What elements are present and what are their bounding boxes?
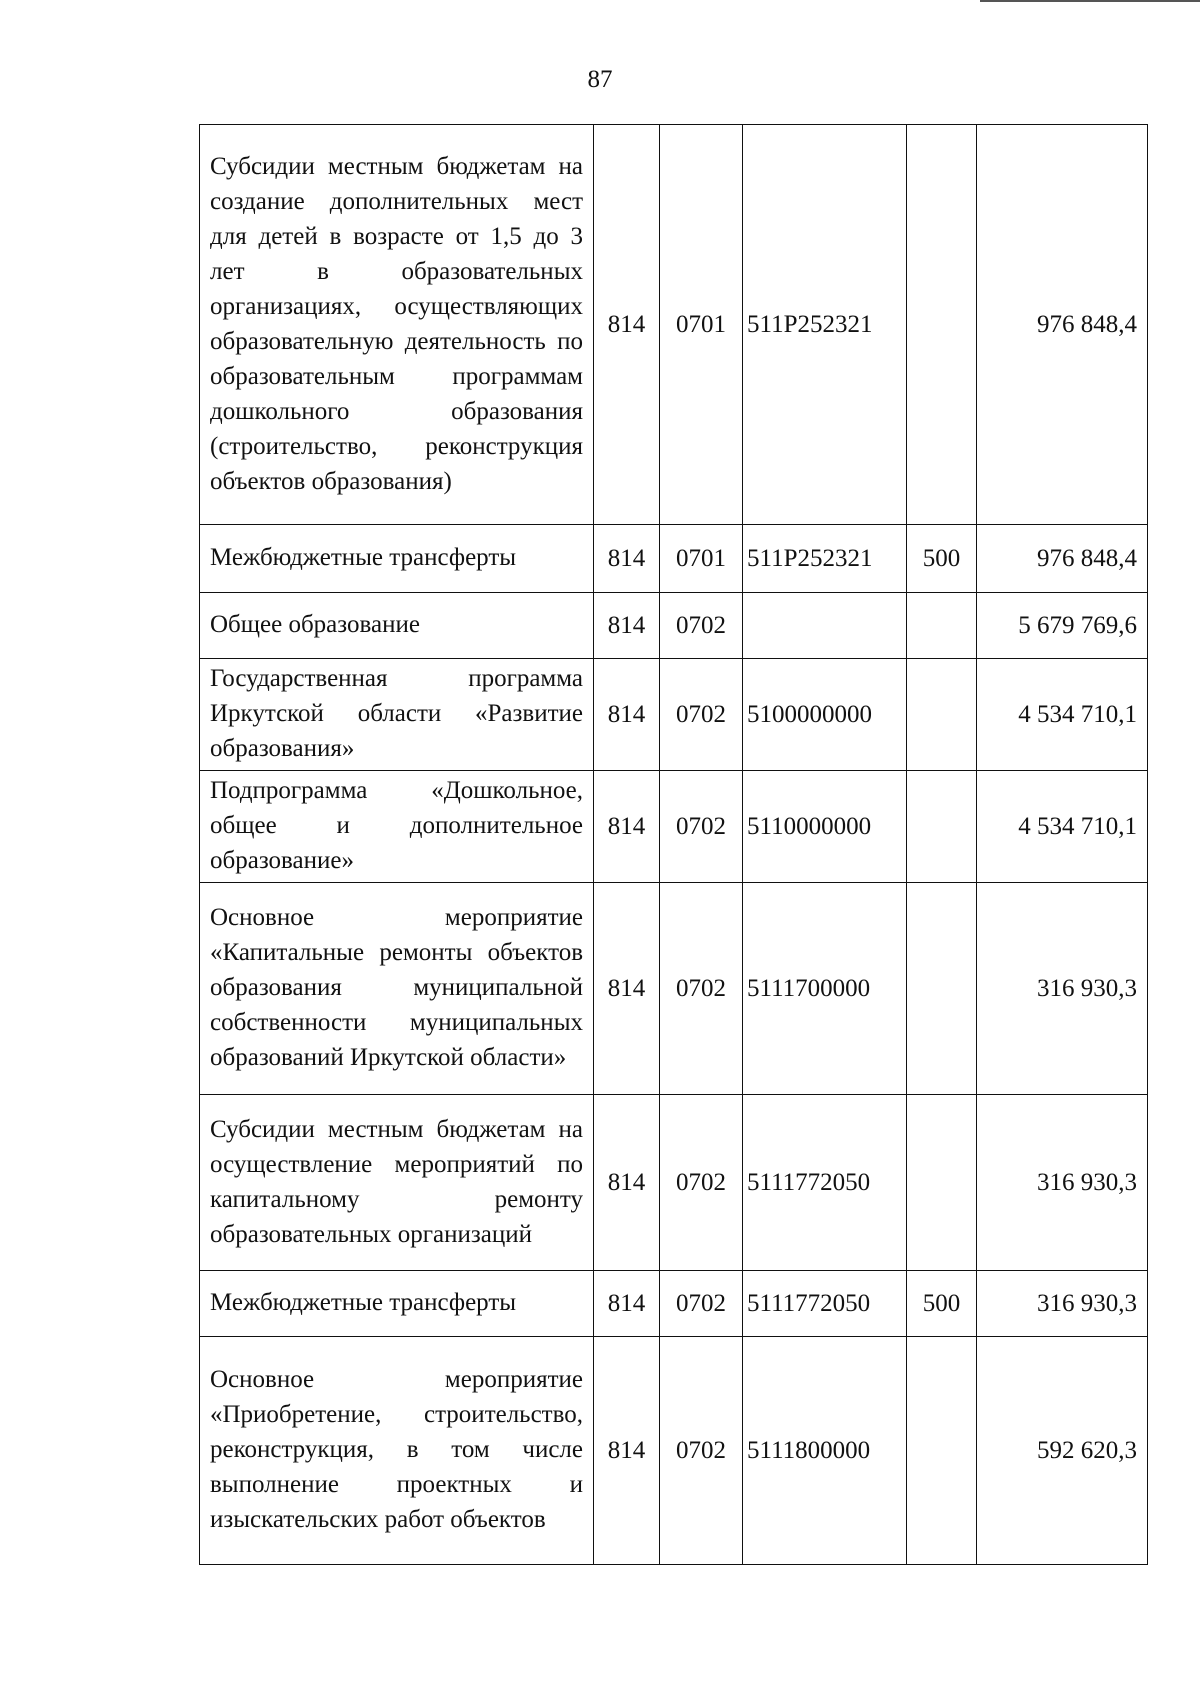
row-grbs: 814 (594, 659, 660, 771)
top-edge-line (980, 0, 1200, 2)
row-vr (907, 1095, 977, 1271)
row-vr (907, 771, 977, 883)
table-row (200, 125, 1148, 525)
row-section: 0702 (660, 659, 743, 771)
row-csr: 5111700000 (743, 883, 907, 1095)
row-name: Межбюджетные трансферты (200, 1271, 594, 1337)
row-csr: 5100000000 (743, 659, 907, 771)
row-grbs: 814 (594, 1337, 660, 1565)
row-sum: 5 679 769,6 (977, 593, 1148, 659)
row-name: Государственная программа Иркутской области «Развитие образования» (200, 659, 594, 771)
row-vr (907, 883, 977, 1095)
row-sum: 4 534 710,1 (977, 659, 1148, 771)
table-row (200, 883, 1148, 1095)
row-vr: 500 (907, 525, 977, 593)
row-section: 0702 (660, 1095, 743, 1271)
row-section: 0702 (660, 771, 743, 883)
row-csr: 511P252321 (743, 525, 907, 593)
row-sum: 976 848,4 (977, 525, 1148, 593)
row-name: Межбюджетные трансферты (200, 525, 594, 593)
row-grbs: 814 (594, 593, 660, 659)
row-sum: 316 930,3 (977, 1271, 1148, 1337)
row-name: Субсидии местным бюджетам на осуществление мероприятий по капитальному ремонту образовательных организаций (200, 1095, 594, 1271)
row-name: Подпрограмма «Дошкольное, общее и дополнительное образование» (200, 771, 594, 883)
row-csr: 5111772050 (743, 1095, 907, 1271)
row-csr: 5110000000 (743, 771, 907, 883)
row-section: 0702 (660, 1337, 743, 1565)
row-name: Общее образование (200, 593, 594, 659)
row-section: 0702 (660, 1271, 743, 1337)
row-csr (743, 593, 907, 659)
row-grbs: 814 (594, 1095, 660, 1271)
page-number: 87 (587, 66, 613, 93)
row-csr: 5111772050 (743, 1271, 907, 1337)
row-csr: 511P252321 (743, 125, 907, 525)
row-grbs: 814 (594, 125, 660, 525)
row-vr: 500 (907, 1271, 977, 1337)
row-vr (907, 1337, 977, 1565)
row-vr (907, 593, 977, 659)
budget-table (199, 124, 1148, 1565)
table-row (200, 1337, 1148, 1565)
table-row (200, 1095, 1148, 1271)
row-sum: 976 848,4 (977, 125, 1148, 525)
row-name: Субсидии местным бюджетам на создание дополнительных мест для детей в возрасте от 1,5 до 3 лет в образовательных организациях, осуществляющих образовательную деятельность по образовательным программам дошкольного образования (строительство, реконструкция объектов образования) (200, 125, 594, 525)
row-sum: 316 930,3 (977, 883, 1148, 1095)
row-grbs: 814 (594, 525, 660, 593)
table-row (200, 771, 1148, 883)
row-section: 0702 (660, 883, 743, 1095)
row-name: Основное мероприятие «Приобретение, строительство, реконструкция, в том числе выполнение проектных и изыскательских работ объектов (200, 1337, 594, 1565)
row-sum: 4 534 710,1 (977, 771, 1148, 883)
row-sum: 316 930,3 (977, 1095, 1148, 1271)
row-grbs: 814 (594, 883, 660, 1095)
row-grbs: 814 (594, 771, 660, 883)
row-grbs: 814 (594, 1271, 660, 1337)
row-section: 0701 (660, 525, 743, 593)
row-name: Основное мероприятие «Капитальные ремонты объектов образования муниципальной собственности муниципальных образований Иркутской области» (200, 883, 594, 1095)
table-row (200, 525, 1148, 593)
row-vr (907, 125, 977, 525)
row-csr: 5111800000 (743, 1337, 907, 1565)
row-sum: 592 620,3 (977, 1337, 1148, 1565)
table-row (200, 659, 1148, 771)
row-section: 0701 (660, 125, 743, 525)
row-vr (907, 659, 977, 771)
table-row (200, 1271, 1148, 1337)
row-section: 0702 (660, 593, 743, 659)
table-row (200, 593, 1148, 659)
